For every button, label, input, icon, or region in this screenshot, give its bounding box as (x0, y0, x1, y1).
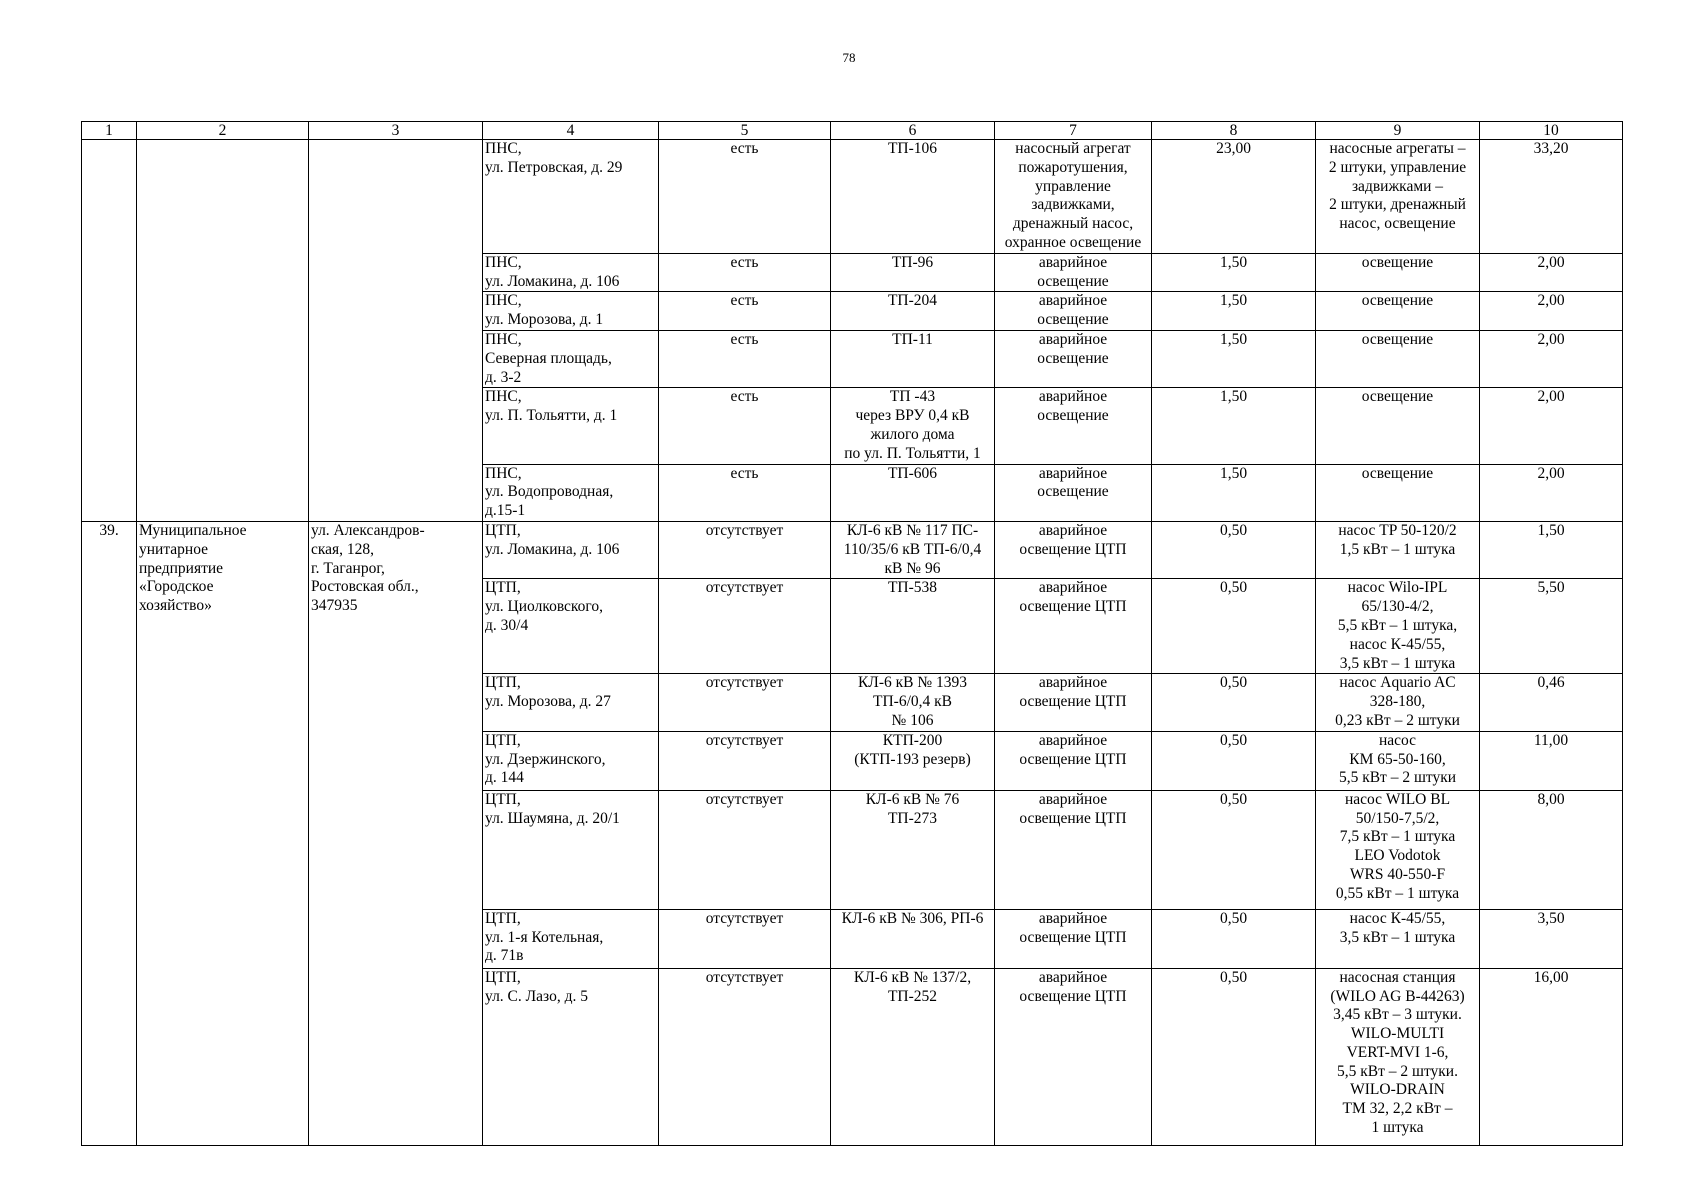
column-number: 3 (309, 122, 483, 140)
column-number: 4 (483, 122, 659, 140)
load-description-cell: насос Aquario AC 328-180, 0,23 кВт – 2 штуки (1316, 674, 1480, 731)
equipment-cell: аварийное освещение (995, 253, 1152, 292)
facility-cell: ПНС, ул. Водопроводная, д.15-1 (483, 464, 659, 521)
column-number: 6 (831, 122, 995, 140)
total-power-cell: 11,00 (1480, 731, 1623, 790)
address-cell: ул. Александров- ская, 128, г. Таганрог, Ростовская обл., 347935 (309, 521, 483, 1145)
power-source-cell: ТП-538 (831, 579, 995, 674)
backup-power-cell: отсутствует (659, 731, 831, 790)
load-description-cell: освещение (1316, 292, 1480, 331)
equipment-cell: аварийное освещение ЦТП (995, 521, 1152, 578)
total-power-cell: 5,50 (1480, 579, 1623, 674)
facility-cell: ЦТП, ул. Ломакина, д. 106 (483, 521, 659, 578)
total-power-cell: 2,00 (1480, 330, 1623, 387)
facility-cell: ПНС, ул. П. Тольятти, д. 1 (483, 388, 659, 464)
power-value-cell: 0,50 (1152, 909, 1316, 968)
power-source-cell: КТП-200 (КТП-193 резерв) (831, 731, 995, 790)
total-power-cell: 33,20 (1480, 140, 1623, 254)
facility-cell: ЦТП, ул. Дзержинского, д. 144 (483, 731, 659, 790)
backup-power-cell: есть (659, 140, 831, 254)
power-source-cell: КЛ-6 кВ № 1393 ТП-6/0,4 кВ № 106 (831, 674, 995, 731)
power-source-cell: ТП-606 (831, 464, 995, 521)
power-value-cell: 0,50 (1152, 674, 1316, 731)
power-value-cell: 0,50 (1152, 790, 1316, 909)
power-value-cell: 23,00 (1152, 140, 1316, 254)
equipment-cell: аварийное освещение ЦТП (995, 674, 1152, 731)
facility-cell: ЦТП, ул. С. Лазо, д. 5 (483, 968, 659, 1145)
equipment-cell: аварийное освещение (995, 388, 1152, 464)
total-power-cell: 2,00 (1480, 388, 1623, 464)
load-description-cell: насос WILO BL 50/150-7,5/2, 7,5 кВт – 1 штука LEO Vodotok WRS 40-550-F 0,55 кВт – 1 штука (1316, 790, 1480, 909)
column-number: 7 (995, 122, 1152, 140)
backup-power-cell: отсутствует (659, 521, 831, 578)
equipment-cell: аварийное освещение (995, 292, 1152, 331)
load-description-cell: освещение (1316, 388, 1480, 464)
power-source-cell: КЛ-6 кВ № 117 ПС- 110/35/6 кВ ТП-6/0,4 кВ № 96 (831, 521, 995, 578)
column-number: 2 (137, 122, 309, 140)
equipment-cell: аварийное освещение ЦТП (995, 909, 1152, 968)
facility-cell: ЦТП, ул. Циолковского, д. 30/4 (483, 579, 659, 674)
load-description-cell: насос Wilo-IPL 65/130-4/2, 5,5 кВт – 1 штука, насос К-45/55, 3,5 кВт – 1 штука (1316, 579, 1480, 674)
load-description-cell: насос TP 50-120/2 1,5 кВт – 1 штука (1316, 521, 1480, 578)
power-value-cell: 1,50 (1152, 464, 1316, 521)
equipment-cell: аварийное освещение ЦТП (995, 731, 1152, 790)
backup-power-cell: есть (659, 330, 831, 387)
row-number-cell: 39. (82, 521, 137, 1145)
organization-cell: Муниципальное унитарное предприятие «Городское хозяйство» (137, 521, 309, 1145)
facility-cell: ПНС, ул. Ломакина, д. 106 (483, 253, 659, 292)
power-source-cell: КЛ-6 кВ № 137/2, ТП-252 (831, 968, 995, 1145)
power-source-cell: ТП-96 (831, 253, 995, 292)
row-number-cell (82, 140, 137, 522)
total-power-cell: 3,50 (1480, 909, 1623, 968)
backup-power-cell: есть (659, 292, 831, 331)
power-source-cell: КЛ-6 кВ № 306, РП-6 (831, 909, 995, 968)
load-description-cell: освещение (1316, 253, 1480, 292)
column-number-row (82, 122, 1623, 140)
load-description-cell: насосная станция (WILO AG B-44263) 3,45 кВт – 3 штуки. WILO-MULTI VERT-MVI 1-6, 5,5 кВт – 2 штуки. WILO-DRAIN TM 32, 2,2 кВт – 1 штука (1316, 968, 1480, 1145)
power-source-cell: ТП -43 через ВРУ 0,4 кВ жилого дома по ул. П. Тольятти, 1 (831, 388, 995, 464)
facility-cell: ПНС, Северная площадь, д. 3-2 (483, 330, 659, 387)
equipment-cell: аварийное освещение ЦТП (995, 579, 1152, 674)
equipment-table (81, 121, 1623, 1146)
power-source-cell: ТП-106 (831, 140, 995, 254)
backup-power-cell: отсутствует (659, 790, 831, 909)
backup-power-cell: отсутствует (659, 968, 831, 1145)
column-number: 9 (1316, 122, 1480, 140)
equipment-cell: аварийное освещение ЦТП (995, 790, 1152, 909)
equipment-cell: аварийное освещение ЦТП (995, 968, 1152, 1145)
equipment-cell: насосный агрегат пожаротушения, управление задвижками, дренажный насос, охранное освещение (995, 140, 1152, 254)
power-source-cell: ТП-204 (831, 292, 995, 331)
backup-power-cell: есть (659, 464, 831, 521)
page-number: 78 (842, 50, 856, 65)
facility-cell: ЦТП, ул. 1-я Котельная, д. 71в (483, 909, 659, 968)
column-number: 1 (82, 122, 137, 140)
equipment-cell: аварийное освещение (995, 330, 1152, 387)
column-number: 10 (1480, 122, 1623, 140)
backup-power-cell: есть (659, 253, 831, 292)
power-source-cell: КЛ-6 кВ № 76 ТП-273 (831, 790, 995, 909)
load-description-cell: насос К-45/55, 3,5 кВт – 1 штука (1316, 909, 1480, 968)
power-value-cell: 0,50 (1152, 579, 1316, 674)
organization-cell (137, 140, 309, 522)
backup-power-cell: есть (659, 388, 831, 464)
total-power-cell: 8,00 (1480, 790, 1623, 909)
power-value-cell: 0,50 (1152, 521, 1316, 578)
power-value-cell: 0,50 (1152, 731, 1316, 790)
power-source-cell: ТП-11 (831, 330, 995, 387)
facility-cell: ПНС, ул. Морозова, д. 1 (483, 292, 659, 331)
total-power-cell: 16,00 (1480, 968, 1623, 1145)
column-number: 8 (1152, 122, 1316, 140)
table-row (82, 521, 1623, 578)
facility-cell: ЦТП, ул. Морозова, д. 27 (483, 674, 659, 731)
load-description-cell: освещение (1316, 464, 1480, 521)
address-cell (309, 140, 483, 522)
power-value-cell: 1,50 (1152, 330, 1316, 387)
total-power-cell: 1,50 (1480, 521, 1623, 578)
load-description-cell: насосные агрегаты – 2 штуки, управление задвижками – 2 штуки, дренажный насос, освещение (1316, 140, 1480, 254)
power-value-cell: 1,50 (1152, 253, 1316, 292)
power-value-cell: 0,50 (1152, 968, 1316, 1145)
backup-power-cell: отсутствует (659, 579, 831, 674)
total-power-cell: 2,00 (1480, 292, 1623, 331)
load-description-cell: насос КМ 65-50-160, 5,5 кВт – 2 штуки (1316, 731, 1480, 790)
facility-cell: ЦТП, ул. Шаумяна, д. 20/1 (483, 790, 659, 909)
facility-cell: ПНС, ул. Петровская, д. 29 (483, 140, 659, 254)
power-value-cell: 1,50 (1152, 388, 1316, 464)
power-value-cell: 1,50 (1152, 292, 1316, 331)
load-description-cell: освещение (1316, 330, 1480, 387)
backup-power-cell: отсутствует (659, 909, 831, 968)
total-power-cell: 2,00 (1480, 253, 1623, 292)
backup-power-cell: отсутствует (659, 674, 831, 731)
table-row (82, 140, 1623, 254)
column-number: 5 (659, 122, 831, 140)
equipment-cell: аварийное освещение (995, 464, 1152, 521)
total-power-cell: 2,00 (1480, 464, 1623, 521)
total-power-cell: 0,46 (1480, 674, 1623, 731)
